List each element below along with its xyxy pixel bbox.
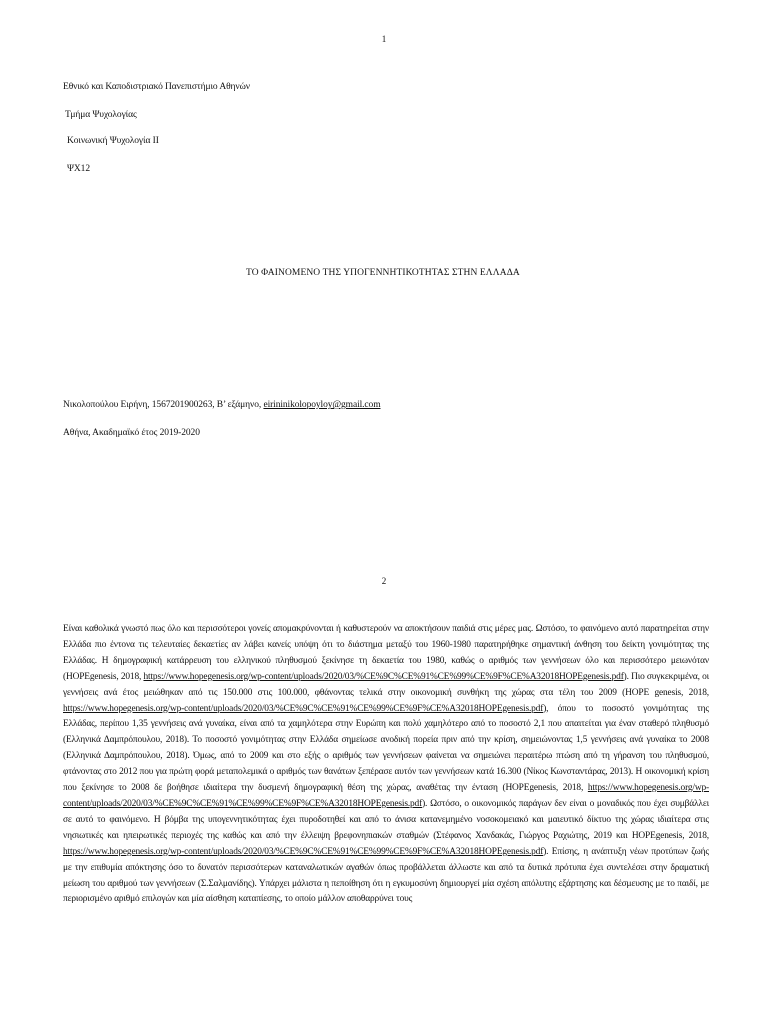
text-segment: ). Επίσης, η ανάπτυξη νέων προτύπων ζωής με την επιθυμία απόκτησης όσο το δυνατόν περισσότερων καταναλωτικών αγαθών όπως προβάλλεται άλλωστε και από τα δυτικά πρότυπα έχει συντελέσει στην δραματική μείωση του αριθμού των γεννήσεων (Σ.Σαλμανίδης). Υπάρχει μάλιστα η πεποίθηση ότι η εγκυμοσύνη δημιουργεί μία σχέση απόλυτης εξάρτησης και δέσμευσης με το παιδί, με περιορισμένο αριθμό επιλογών και μία αίσθηση καταπίεσης, το οποίο μάλλον αποθαρρύνει τους <box>63 846 709 905</box>
page-number: 1 <box>381 34 387 44</box>
text-segment: ). Ωστόσο, ο οικονομικός παράγων δεν είναι ο μοναδικός που έχει συμβάλλει σε αυτό το φαινόμενο. Η βόμβα της υπογεννητικότητας έχει πυροδοτηθεί και από το άνισα κατανεμημένο νοσοκομειακό και μαιευτικό δίκτυο της χώρας ιδιαίτερα στις νησιωτικές και ηπειρωτικές περιοχές της καθώς και από την έλλειψη βρεφονηπιακών σταθμών (Στέφανος Χανδακάς, Γιώργος Ραχιώτης, 2019 και HOPEgenesis, 2018, <box>63 798 709 841</box>
body-paragraph <box>63 622 709 908</box>
document-title: ΤΟ ΦΑΙΝΟΜΕΝΟ ΤΗΣ ΥΠΟΓΕΝΝΗΤΙΚΟΤΗΤΑΣ ΣΤΗΝ ΕΛΛΑΔΑ <box>246 268 520 278</box>
document-page-2 <box>0 560 768 1024</box>
paragraph-text <box>63 622 709 908</box>
reference-link[interactable]: https://www.hopegenesis.org/wp-content/uploads/2020/03/%CE%9C%CE%91%CE%99%CE%9F%CE%A32018HOPEgenesis.pdf <box>143 671 624 682</box>
page-number: 2 <box>381 576 387 586</box>
course-code: ΨΧ12 <box>67 164 90 174</box>
text-segment: Είναι καθολικά γνωστό πως όλο και περισσότεροι γονείς απομακρύνονται ή καθυστερούν να αποκτήσουν παιδιά στις μέρες μας. Ωστόσο, το φαινόμενο αυτό παρατηρείται στην Ελλάδα πιο έντονα τις τελευταίες δεκαετίες αν λάβει κανείς υπόψη ότι το διάστημα μεταξύ του 1960-1980 παρατηρήθηκε σημαντική άνθηση του δείκτη γονιμότητας της Ελλάδας. Η δημογραφική κατάρρευση του ελληνικού πληθυσμού ξεκίνησε τη δεκαετία του 1980, καθώς ο αριθμός των γεννήσεων όλο και περισσότερο μειωνόταν (HOPEgenesis, 2018, <box>63 624 709 682</box>
author-line <box>63 400 380 410</box>
university-name: Εθνικό και Καποδιστριακό Πανεπιστήμιο Αθηνών <box>63 82 250 92</box>
reference-link[interactable]: https://www.hopegenesis.org/wp-content/uploads/2020/03/%CE%9C%CE%91%CE%99%CE%9F%CE%A32018HOPEgenesis.pdf <box>63 846 544 857</box>
author-info: Νικολοπούλου Ειρήνη, 1567201900263, Β’ εξάμηνο, <box>63 400 264 410</box>
place-and-academic-year: Αθήνα, Ακαδημαϊκό έτος 2019-2020 <box>63 428 200 438</box>
reference-link[interactable]: https://www.hopegenesis.org/wp-content/uploads/2020/03/%CE%9C%CE%91%CE%99%CE%9F%CE%A32018HOPEgenesis.pdf <box>63 703 544 714</box>
reference-link[interactable]: https://www.hopegenesis.org/wp-content/uploads/2020/03/%CE%9C%CE%91%CE%99%CE%9F%CE%A32018HOPEgenesis.pdf <box>63 783 709 809</box>
department-name: Τμήμα Ψυχολογίας <box>65 110 137 120</box>
author-email-link[interactable]: eirininikolopoyloy@gmail.com <box>263 400 381 410</box>
text-segment: ), όπου το ποσοστό γονιμότητας της Ελλάδας, περίπου 1,35 γεννήσεις ανά γυναίκα, είναι από τα χαμηλότερα στην Ευρώπη και πολύ χαμηλότερο από το ποσοστό 2,1 που απαιτείται για έναν σταθερό πληθυσμό (Ελληνικά Δαμπρόπουλου, 2018). Το ποσοστό γονιμότητας στην Ελλάδα σημείωσε ανοδική πορεία πριν από την κρίση, σημειώνοντας 1,5 γεννήσεις ανά γυναίκα το 2008 (Ελληνικά Δαμπρόπουλου, 2018). Όμως, από το 2009 και στο εξής ο αριθμός των γεννήσεων φαίνεται να σημειώνει περαιτέρω πτώση από τη γήρανση του πληθυσμού, φτάνοντας στο 2012 που για πρώτη φορά μεταπολεμικά ο αριθμός των θανάτων ξεπέρασε αυτόν των γεννήσεων κατά 16.300 (Νίκος Κωνσταντάρας, 2013). Η οικονομική κρίση που ξεκίνησε το 2008 δε βοήθησε ιδιαίτερα την δυσμενή δημογραφική θέση της χώρας, αναθέτας την ένταση (HOPEgenesis, 2018, <box>63 703 709 794</box>
text-segment: ). Πιο συγκεκριμένα, οι γεννήσεις ανά έτος μειώθηκαν από τις 150.000 στις 100.000, φθάνοντας τελικά στην οικονομική συνθήκη της χώρας στα τέλη του 2009 (HOPE genesis, 2018, <box>63 671 710 698</box>
course-name: Κοινωνική Ψυχολογία ΙΙ <box>67 136 159 146</box>
